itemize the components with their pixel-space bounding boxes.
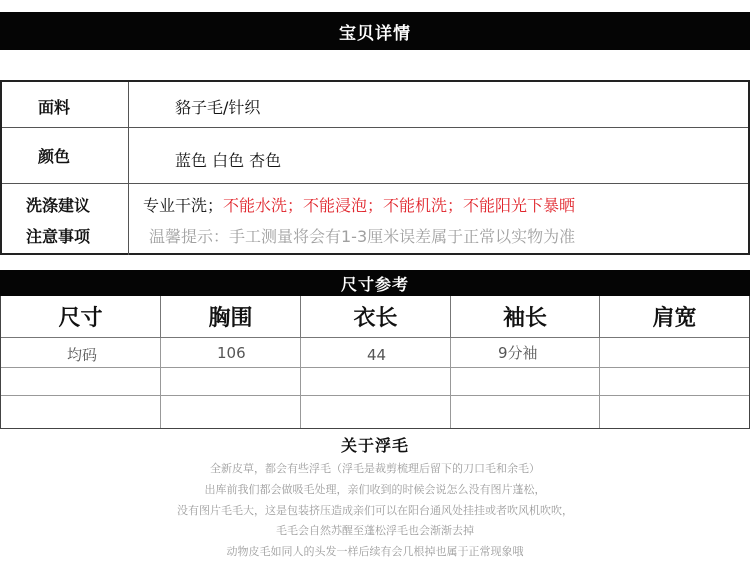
- color-value-cell: [129, 128, 748, 183]
- color-value: 蓝色 白色 杏色: [175, 151, 282, 170]
- care-value-cell: [129, 184, 748, 255]
- care-label-cell: [2, 184, 129, 255]
- table-cell: [600, 396, 749, 428]
- table-cell: [451, 338, 600, 368]
- length-value: 44: [367, 346, 387, 364]
- table-cell: [301, 396, 451, 428]
- wash-advice-warning: 不能水洗；不能浸泡；不能机洗；不能阳光下暴晒: [223, 196, 576, 215]
- sleeve-col-header: 袖长: [451, 296, 600, 338]
- table-cell: [451, 396, 600, 428]
- table-cell: [1, 368, 161, 396]
- fabric-row: [2, 82, 748, 128]
- float-hair-line: 动物皮毛如同人的头发一样后续有会几根掉也属于正常现象哦: [226, 545, 524, 558]
- float-hair-line: 没有图片毛毛大，这是包装挤压造成亲们可以在阳台通风处挂挂或者吹风机吹吹，: [177, 504, 573, 517]
- sleeve-value: 9分袖: [498, 344, 538, 362]
- fabric-value-cell: [129, 82, 748, 127]
- float-hair-line: 全新皮草，都会有些浮毛（浮毛是裁剪梳理后留下的刀口毛和余毛）: [210, 462, 540, 475]
- color-label: 颜色: [38, 147, 71, 166]
- table-cell: [600, 338, 749, 368]
- float-hair-line: 毛毛会自然苏醒至蓬松浮毛也会渐渐去掉: [276, 524, 474, 537]
- float-hair-title: 关于浮毛: [340, 436, 409, 455]
- table-cell: [600, 368, 749, 396]
- chest-col-header: 胸围: [161, 296, 301, 338]
- table-cell: [161, 396, 301, 428]
- size-header-title: 尺寸参考: [340, 274, 409, 294]
- table-cell: [301, 338, 451, 368]
- chest-value: 106: [217, 344, 246, 362]
- wash-advice-main: 专业干洗；: [143, 196, 224, 215]
- fabric-value: 貉子毛/针织: [175, 98, 261, 117]
- shoulder-col-header: 肩宽: [600, 296, 749, 338]
- wash-advice: [143, 193, 575, 216]
- wash-label: 洗涤建议: [26, 196, 91, 215]
- size-value: 均码: [67, 346, 98, 364]
- detail-header-bar: [0, 12, 750, 50]
- length-col-header: 衣长: [301, 296, 451, 338]
- color-row: [2, 128, 748, 184]
- fabric-label-cell: [2, 82, 129, 127]
- size-col-header: 尺寸: [1, 296, 161, 338]
- table-cell: [451, 368, 600, 396]
- fabric-label: 面料: [38, 98, 71, 117]
- product-info-table: [0, 80, 750, 255]
- detail-header-title: 宝贝详情: [339, 23, 411, 44]
- care-row: [2, 184, 748, 255]
- notice-label: 注意事项: [26, 227, 91, 246]
- float-hair-line: 出库前我们都会做吸毛处理，亲们收到的时候会说怎么没有图片蓬松，: [204, 483, 546, 496]
- table-cell: [161, 338, 301, 368]
- color-label-cell: [2, 128, 129, 183]
- table-cell: [301, 368, 451, 396]
- table-cell: [1, 338, 161, 368]
- size-table: [0, 296, 750, 429]
- size-header-bar: [0, 270, 750, 296]
- notice-text: 温馨提示：手工测量将会有1-3厘米误差属于正常以实物为准: [149, 227, 576, 246]
- table-cell: [161, 368, 301, 396]
- table-cell: [1, 396, 161, 428]
